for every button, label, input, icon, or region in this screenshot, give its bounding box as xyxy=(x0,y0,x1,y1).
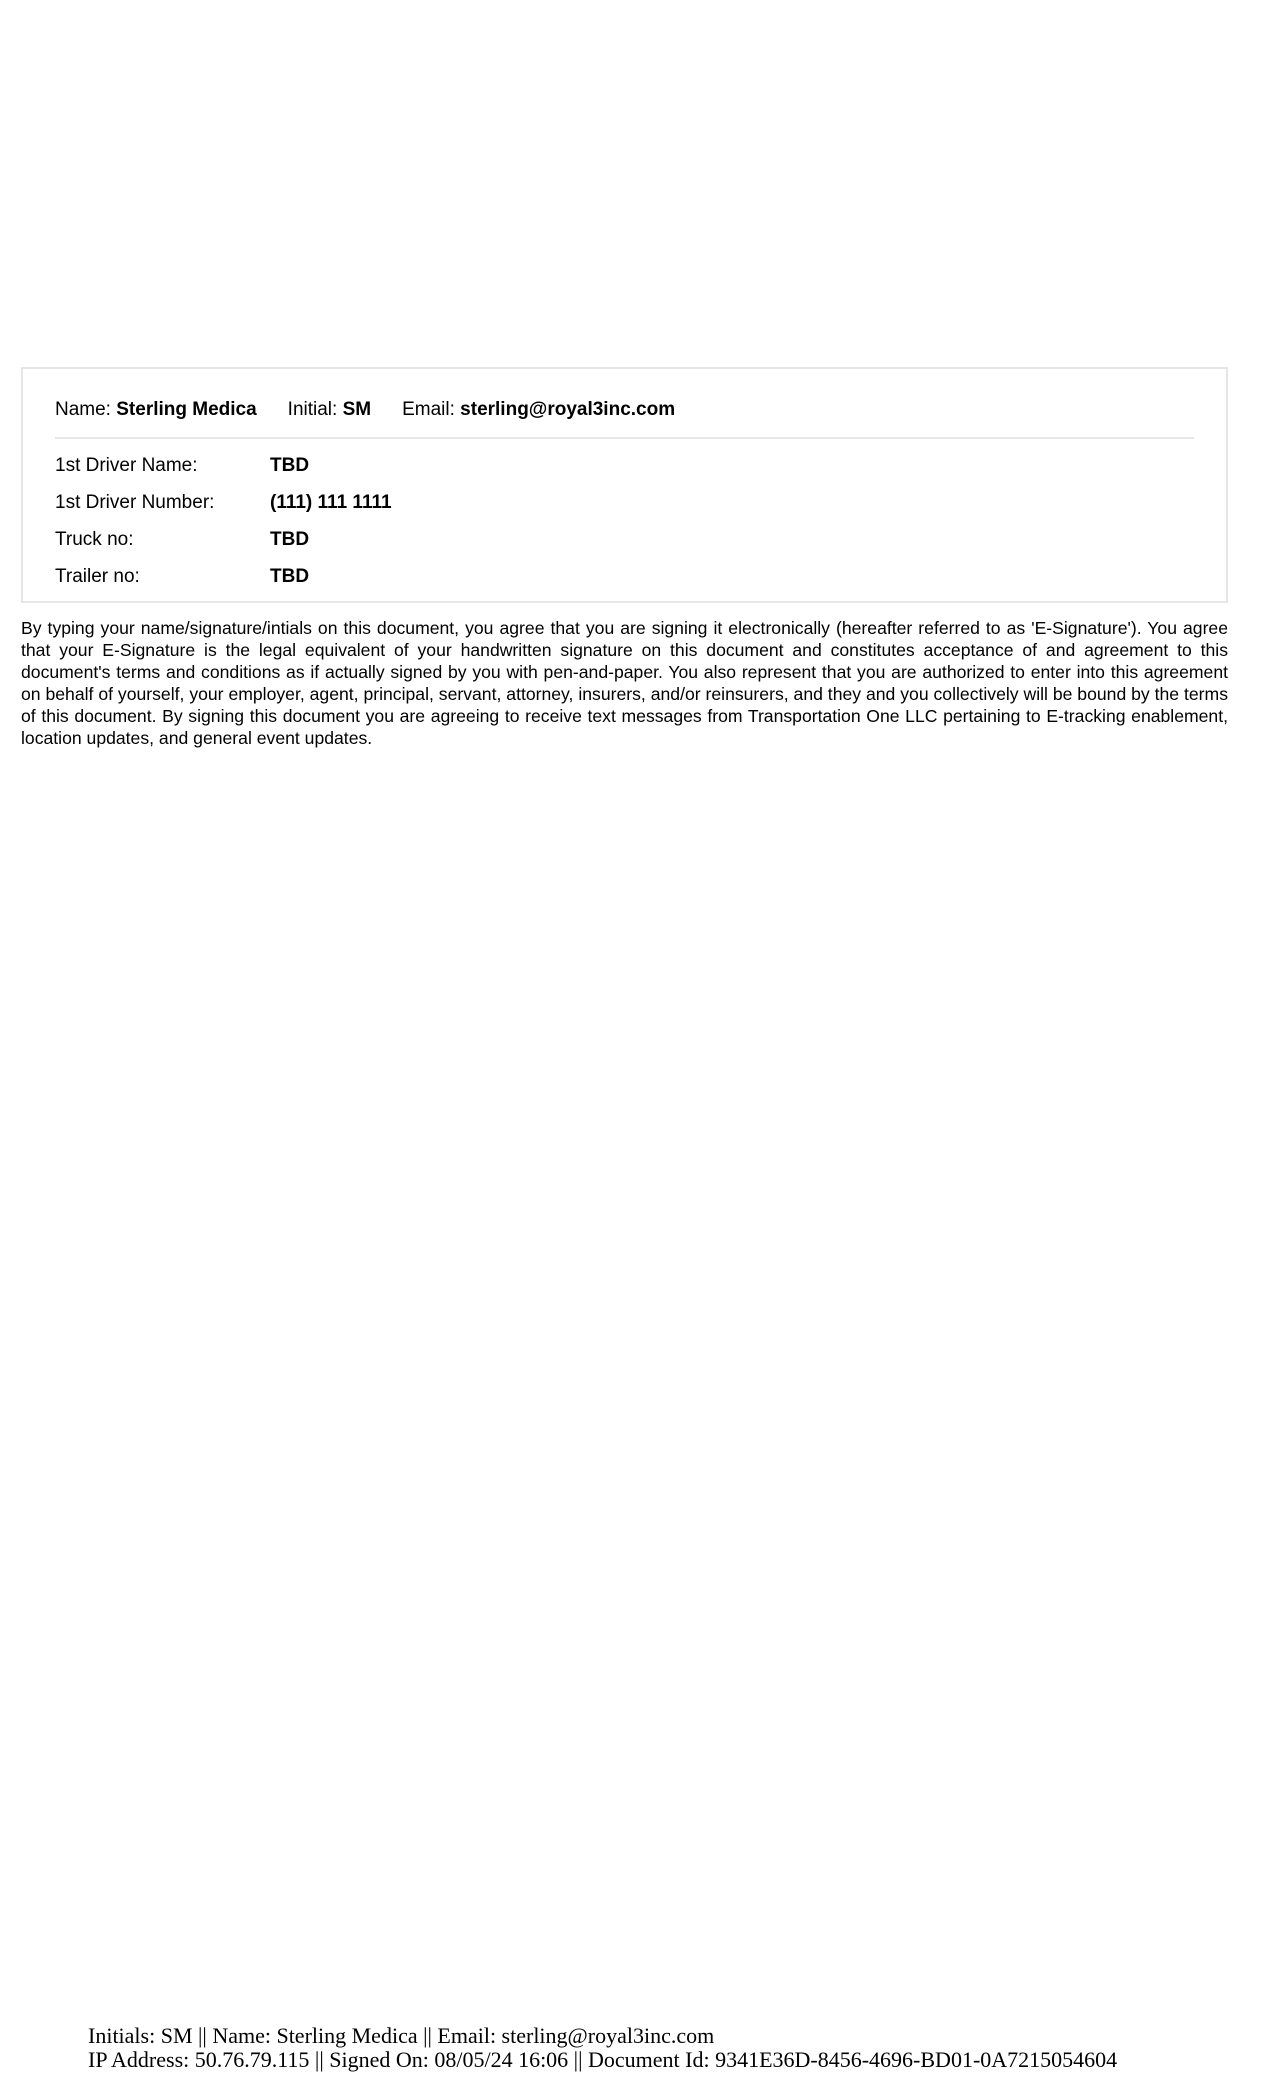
signer-email-field xyxy=(402,399,675,421)
audit-line-signer: Initials: SM || Name: Sterling Medica || Email: sterling@royal3inc.com xyxy=(88,2023,715,2048)
signer-name-field xyxy=(55,399,257,421)
field-value: (111) 111 1111 xyxy=(270,492,392,513)
field-value: TBD xyxy=(270,566,310,587)
signer-initial-field xyxy=(288,399,371,421)
field-label: Trailer no: xyxy=(55,566,140,587)
signer-name-value: Sterling Medica xyxy=(116,399,257,420)
signer-email-label: Email: xyxy=(402,399,455,420)
signer-name-label: Name: xyxy=(55,399,111,420)
field-value: TBD xyxy=(270,455,310,476)
signer-header xyxy=(55,399,675,421)
signer-info-card xyxy=(21,367,1228,603)
field-label: Truck no: xyxy=(55,529,134,550)
e-signature-consent-text: By typing your name/signature/intials on this document, you agree that you are signing it electronically (hereafter referred to as 'E-Signature'). You agree that your E-Signature is the legal equivalent of your handwritten signature on this document and constitutes acceptance of and agreement to this document's terms and conditions as if actually signed by you with pen-and-paper. You also represent that you are authorized to enter into this agreement on behalf of yourself, your employer, agent, principal, servant, attorney, insurers, and/or reinsurers, and they and you collectively will be bound by the terms of this document. By signing this document you are agreeing to receive text messages from Transportation One LLC pertaining to E-tracking enablement, location updates, and general event updates. xyxy=(21,618,1228,748)
signer-initial-label: Initial: xyxy=(287,399,338,420)
field-label: 1st Driver Name: xyxy=(55,455,198,476)
field-value: TBD xyxy=(270,529,310,550)
field-label: 1st Driver Number: xyxy=(55,492,215,513)
signature-audit-footer xyxy=(88,2024,1117,2072)
signer-email-value: sterling@royal3inc.com xyxy=(460,399,676,420)
audit-line-document: IP Address: 50.76.79.115 || Signed On: 08/05/24 16:06 || Document Id: 9341E36D-8456-4696-BD01-0A7215054604 xyxy=(88,2047,1118,2072)
signer-initial-value: SM xyxy=(342,399,372,420)
header-divider xyxy=(55,437,1194,439)
